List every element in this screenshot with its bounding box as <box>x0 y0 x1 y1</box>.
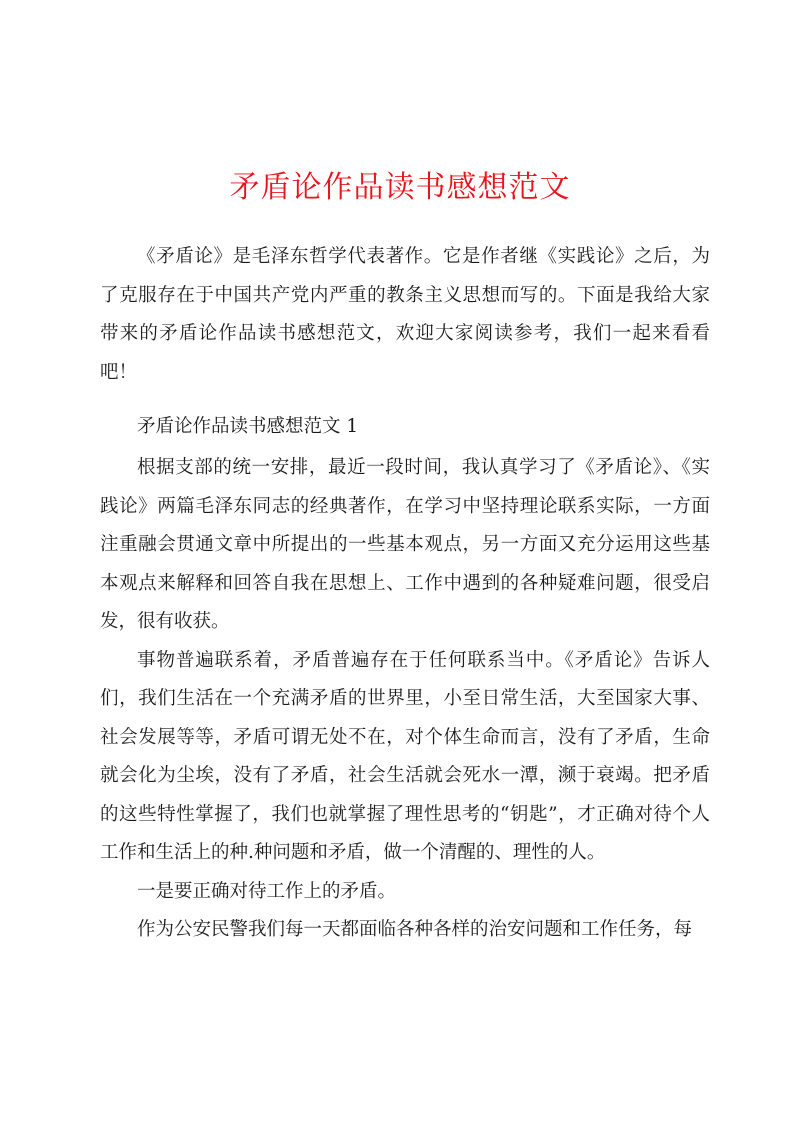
body-paragraph: 事物普遍联系着，矛盾普遍存在于任何联系当中。《矛盾论》告诉人们，我们生活在一个充满矛盾的世界里，小至日常生活，大至国家大事、社会发展等等，矛盾可谓无处不在，对个体生命而言，没有了矛盾，生命就会化为尘埃，没有了矛盾，社会生活就会死水一潭，濒于衰竭。把矛盾的这些特性掌握了，我们也就掌握了理性思考的“钥匙”，才正确对待个人工作和生活上的种.种问题和矛盾，做一个清醒的、理性的人。 <box>100 649 710 863</box>
body-paragraph: 根据支部的统一安排，最近一段时间，我认真学习了《矛盾论》、《实践论》两篇毛泽东同志的经典著作，在学习中坚持理论联系实际，一方面注重融会贯通文章中所提出的一些基本观点，另一方面又充分运用这些基本观点来解释和回答自我在思想上、工作中遇到的各种疑难问题，很受启发，很有收获。 <box>100 457 710 632</box>
section-heading: 矛盾论作品读书感想范文 1 <box>137 416 359 437</box>
body-paragraph: 一是要正确对待工作上的矛盾。 <box>137 880 397 902</box>
body-paragraph: 作为公安民警我们每一天都面临各种各样的治安问题和工作任务，每 <box>137 919 693 940</box>
intro-paragraph: 《矛盾论》是毛泽东哲学代表著作。它是作者继《实践论》之后，为了克服存在于中国共产党内严重的教条主义思想而写的。下面是我给大家带来的矛盾论作品读书感想范文，欢迎大家阅读参考，我们一起来看看吧！ <box>100 246 710 383</box>
document-title: 矛盾论作品读书感想范文 <box>229 170 571 205</box>
intro-block <box>100 238 710 392</box>
content-block <box>100 449 710 950</box>
section-heading-block <box>100 408 710 447</box>
